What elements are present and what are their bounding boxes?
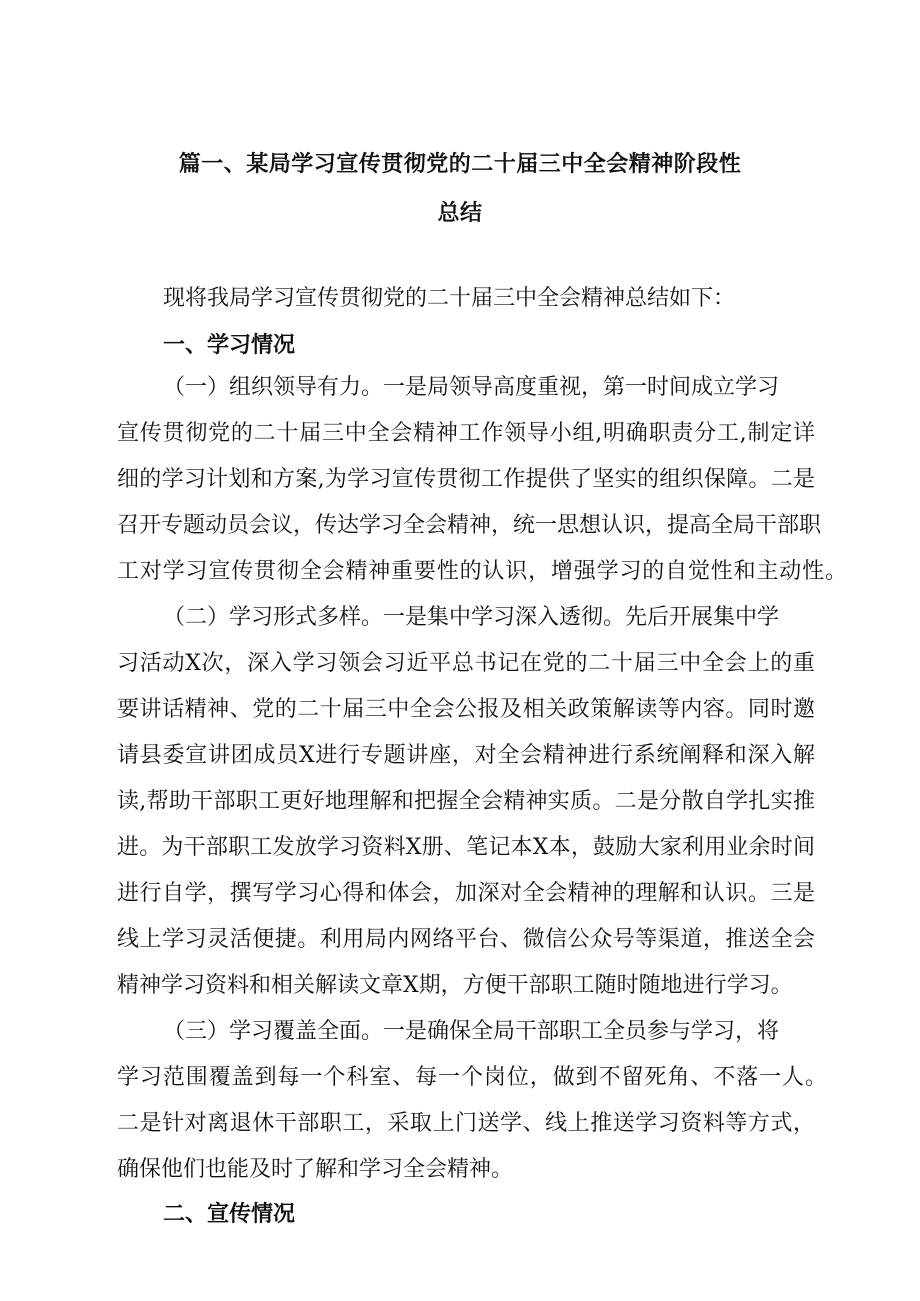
paragraph-line: 读,帮助干部职工更好地理解和把握全会精神实质。二是分散自学扎实推 bbox=[117, 789, 815, 814]
paragraph-line: 进行自学，撰写学习心得和体会，加深对全会精神的理解和认识。三是 bbox=[117, 881, 815, 906]
section-heading-study: 一、学习情况 bbox=[163, 333, 296, 358]
paragraph-line: （三）学习覆盖全面。一是确保全局干部职工全员参与学习，将 bbox=[163, 1019, 780, 1044]
paragraph-line: （一）组织领导有力。一是局领导高度重视，第一时间成立学习 bbox=[163, 375, 780, 400]
section-heading-publicity: 二、宣传情况 bbox=[163, 1202, 296, 1227]
paragraph-line: 宣传贯彻党的二十届三中全会精神工作领导小组,明确职责分工,制定详 bbox=[117, 421, 815, 446]
intro-paragraph: 现将我局学习宣传贯彻党的二十届三中全会精神总结如下： bbox=[163, 286, 736, 311]
paragraph-line: 精神学习资料和相关解读文章X期，方便干部职工随时随地进行学习。 bbox=[117, 973, 793, 998]
paragraph-line: 召开专题动员会议，传达学习全会精神，统一思想认识，提高全局干部职 bbox=[117, 513, 822, 538]
document-title-line-2: 总结 bbox=[437, 201, 483, 226]
paragraph-line: 进。为干部职工发放学习资料X册、笔记本X本，鼓励大家利用业余时间 bbox=[117, 835, 815, 860]
paragraph-line: 请县委宣讲团成员X进行专题讲座，对全会精神进行系统阐释和深入解 bbox=[117, 743, 815, 768]
paragraph-line: 工对学习宣传贯彻全会精神重要性的认识，增强学习的自觉性和主动性。 bbox=[117, 559, 847, 584]
paragraph-line: （二）学习形式多样。一是集中学习深入透彻。先后开展集中学 bbox=[163, 605, 780, 630]
paragraph-line: 学习范围覆盖到每一个科室、每一个岗位，做到不留死角、不落一人。 bbox=[117, 1065, 827, 1090]
paragraph-line: 确保他们也能及时了解和学习全会精神。 bbox=[117, 1157, 514, 1182]
paragraph-line: 习活动X次，深入学习领会习近平总书记在党的二十届三中全会上的重 bbox=[117, 651, 815, 676]
paragraph-line: 二是针对离退休干部职工，采取上门送学、线上推送学习资料等方式， bbox=[117, 1111, 815, 1136]
paragraph-line: 细的学习计划和方案,为学习宣传贯彻工作提供了坚实的组织保障。二是 bbox=[117, 467, 815, 492]
paragraph-line: 要讲话精神、党的二十届三中全会公报及相关政策解读等内容。同时邀 bbox=[117, 697, 815, 722]
document-title-line-1: 篇一、某局学习宣传贯彻党的二十届三中全会精神阶段性 bbox=[178, 152, 742, 177]
paragraph-line: 线上学习灵活便捷。利用局内网络平台、微信公众号等渠道，推送全会 bbox=[117, 927, 815, 952]
